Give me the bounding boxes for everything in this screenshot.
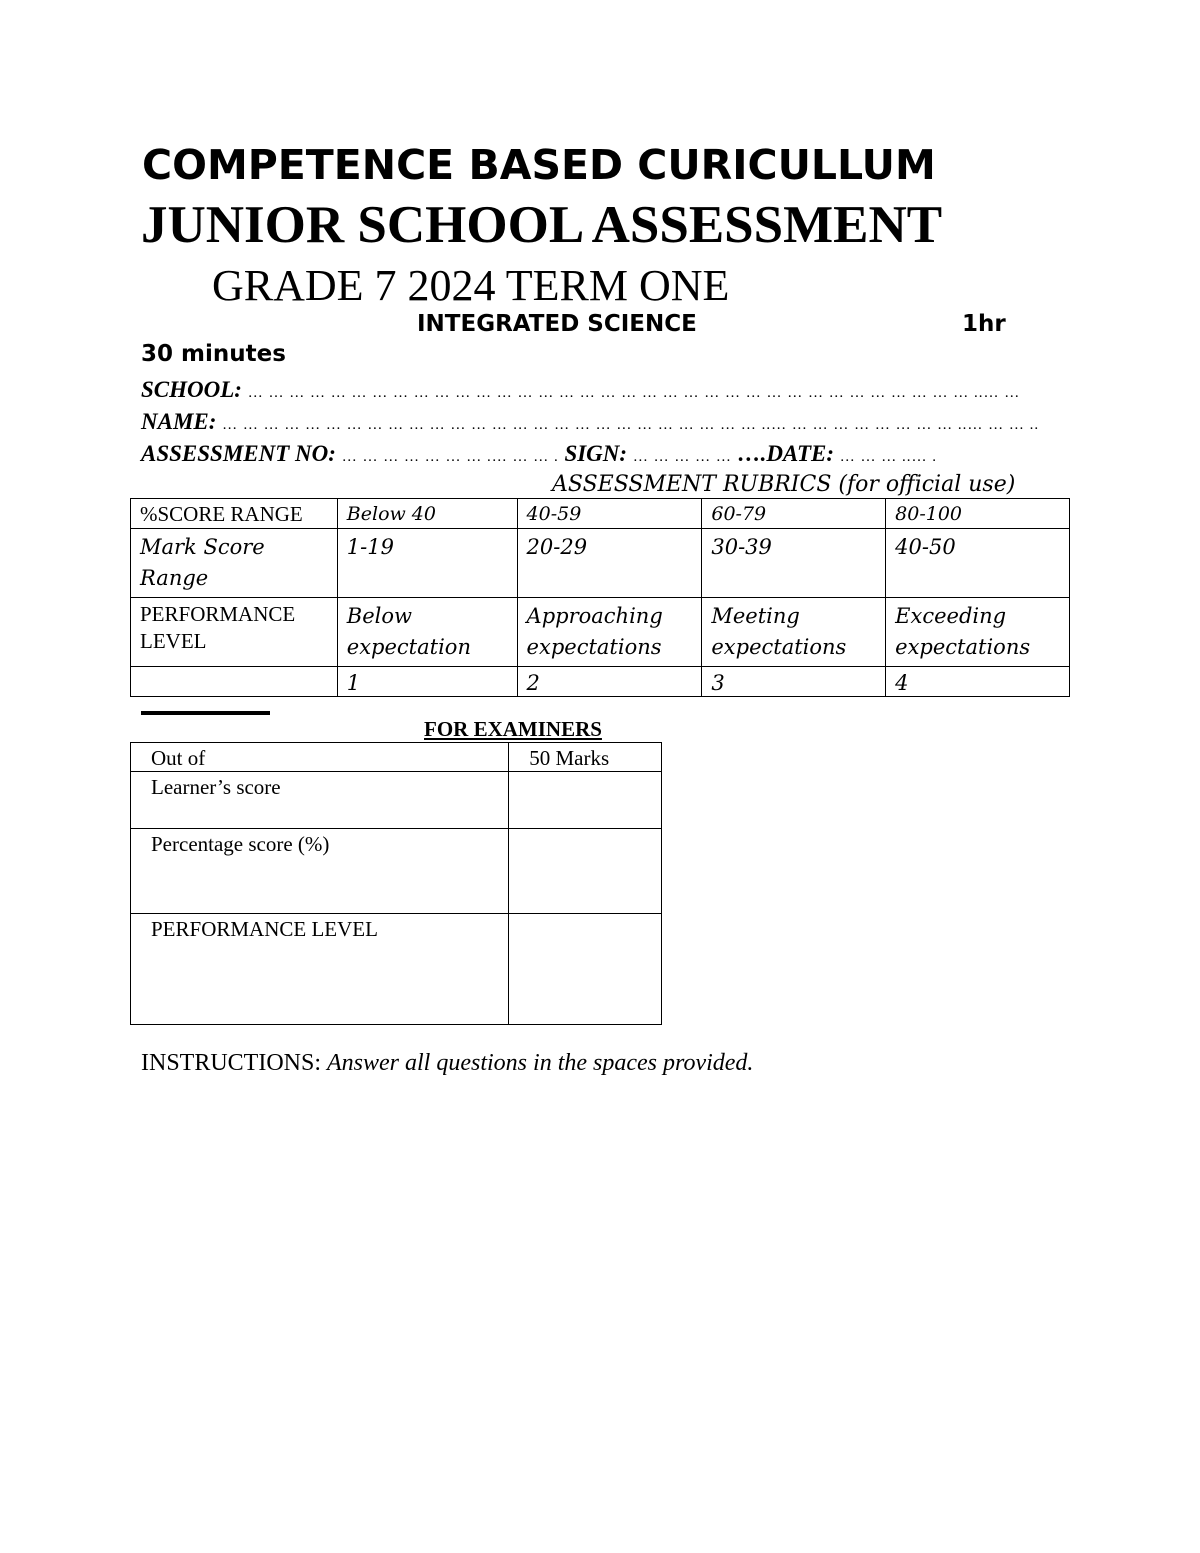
rubric-cell: 1	[337, 667, 517, 697]
rubric-cell: 2	[517, 667, 702, 697]
table-row	[131, 499, 1070, 529]
sign-dots: … … … … …	[632, 449, 732, 465]
rubric-cell: Mark Score Range	[131, 529, 338, 598]
assessment-title: JUNIOR SCHOOL ASSESSMENT	[141, 196, 943, 254]
learner-score-input[interactable]	[509, 772, 662, 829]
table-row	[131, 529, 1070, 598]
rubric-cell: 20-29	[517, 529, 702, 598]
rubric-cell: 3	[702, 667, 886, 697]
school-label: SCHOOL:	[141, 377, 242, 402]
percentage-score-input[interactable]	[509, 829, 662, 914]
rubric-cell: 30-39	[702, 529, 886, 598]
table-row	[131, 667, 1070, 697]
instructions-label: INSTRUCTIONS:	[141, 1050, 322, 1076]
rubric-cell: Approaching expectations	[517, 598, 702, 667]
rubric-cell: %SCORE RANGE	[131, 499, 338, 529]
grade-term-title: GRADE 7 2024 TERM ONE	[212, 261, 730, 310]
examiners-value-cell: 50 Marks	[509, 743, 662, 772]
examiners-label-cell: PERFORMANCE LEVEL	[131, 914, 509, 1025]
date-label: ….DATE:	[737, 441, 835, 466]
rubric-cell: 4	[886, 667, 1070, 697]
school-dots: … … … … … … … … … … … … … … … … … … … … … … … … … … … … … … … … … … … ..… …	[247, 385, 1021, 401]
name-label: NAME:	[141, 409, 217, 434]
rubric-table	[130, 498, 1070, 697]
examiners-title: FOR EXAMINERS	[424, 717, 602, 741]
school-field[interactable]	[141, 377, 1020, 403]
duration-hours: 1hr	[962, 311, 1006, 337]
examiners-label-cell: Out of	[131, 743, 509, 772]
examiners-label-cell: Learner’s score	[131, 772, 509, 829]
rubric-cell: Meeting expectations	[702, 598, 886, 667]
table-row	[131, 829, 662, 914]
date-dots: … … … ..… .	[839, 449, 938, 465]
duration-minutes: 30 minutes	[141, 341, 286, 367]
curriculum-title: COMPETENCE BASED CURICULLUM	[142, 141, 936, 189]
examiners-label-cell: Percentage score (%)	[131, 829, 509, 914]
table-row	[131, 772, 662, 829]
name-field[interactable]	[141, 409, 1039, 435]
sign-label: SIGN:	[564, 441, 628, 466]
rubric-cell: 1-19	[337, 529, 517, 598]
table-row	[131, 914, 662, 1025]
subject-title: INTEGRATED SCIENCE	[417, 311, 697, 337]
rubric-cell	[131, 667, 338, 697]
rubric-cell: 40-50	[886, 529, 1070, 598]
rubric-cell: 60-79	[702, 499, 886, 529]
examiners-table	[130, 742, 662, 1025]
table-row	[131, 598, 1070, 667]
rubric-cell: Below 40	[337, 499, 517, 529]
instructions-text: Answer all questions in the spaces provided.	[327, 1050, 754, 1076]
divider-line	[141, 711, 270, 715]
assessment-sign-date-field[interactable]	[141, 441, 937, 467]
assessment-no-label: ASSESSMENT NO:	[141, 441, 336, 466]
instructions	[141, 1050, 753, 1077]
rubric-cell: Exceeding expectations	[886, 598, 1070, 667]
rubric-cell: Below expectation	[337, 598, 517, 667]
rubric-caption: ASSESSMENT RUBRICS (for official use)	[552, 472, 1016, 497]
name-dots: … … … … … … … … … … … … … … … … … … … … … … … … … … ..… … … … … … … … … ..… … … ..	[222, 417, 1040, 433]
assessment-no-dots: … … … … … … … .… … … .	[341, 449, 559, 465]
table-row	[131, 743, 662, 772]
rubric-cell: PERFORMANCE LEVEL	[131, 598, 338, 667]
rubric-cell: 40-59	[517, 499, 702, 529]
performance-level-input[interactable]	[509, 914, 662, 1025]
rubric-cell: 80-100	[886, 499, 1070, 529]
